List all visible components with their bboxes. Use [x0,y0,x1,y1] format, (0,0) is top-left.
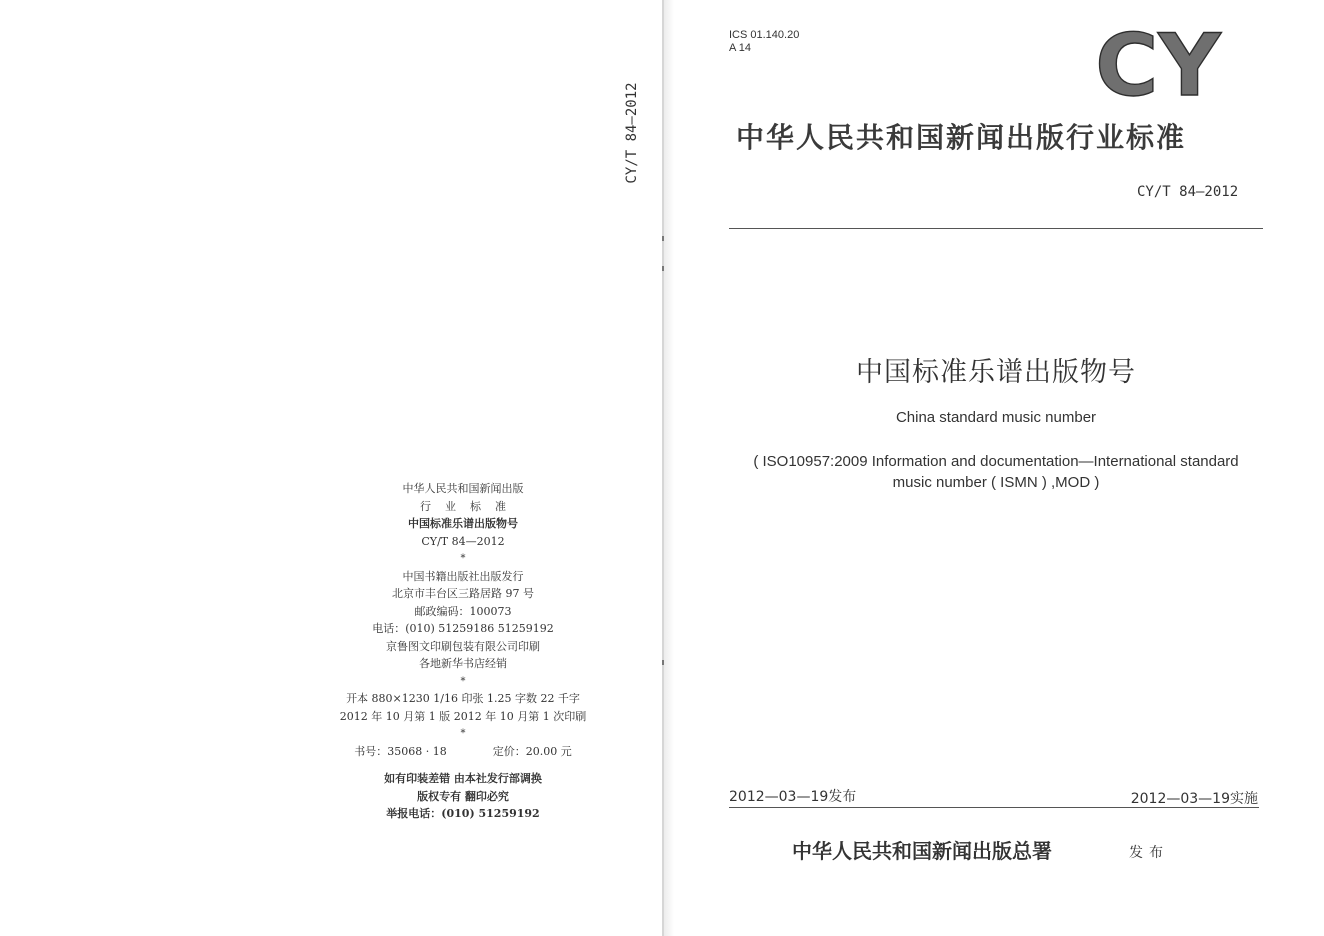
fold-mark [662,236,664,241]
colophon-phone: 电话：(010) 51259186 51259192 [372,622,554,635]
colophon-separator: * [460,728,466,739]
issuing-authority: 中华人民共和国新闻出版总署 [792,839,1052,863]
publish-date: 2012—03—19发布 [729,789,857,805]
standard-title-en: China standard music number [895,409,1097,426]
iso-reference [729,451,1263,493]
colophon-copyright: 版权专有 翻印必究 [417,789,509,803]
classification-codes [729,29,799,55]
colophon-separator: * [460,675,466,687]
colophon-printer: 京鲁图文印刷包装有限公司印刷 [386,639,540,653]
colophon-book-number: 书号：35068 · 18 [354,744,447,758]
page-fold-shadow [664,0,674,936]
iso-reference-line-2: music number ( ISMN ) ,MOD ) [892,474,1100,491]
colophon-seller: 各地新华书店经销 [419,657,507,670]
fold-mark [662,266,664,271]
effective-date: 2012—03—19实施 [1130,791,1258,807]
colophon-format: 开本 880×1230 1/16 印张 1.25 字数 22 千字 [346,692,580,705]
spine [618,78,646,188]
iso-reference-line-1: ( ISO10957:2009 Information and documentation—International standard [753,453,1239,470]
colophon-book-price [300,743,626,761]
colophon-publisher-line: 中华人民共和国新闻出版 [402,482,524,495]
colophon-notice: 如有印装差错 由本社发行部调换 [384,772,542,785]
logo-text: CY [1095,25,1221,101]
standard-code: CY/T 84—2012 [1137,184,1239,200]
class-code: A 14 [729,42,752,54]
ics-code: ICS 01.140.20 [729,29,800,41]
standard-title-cn: 中国标准乐谱出版物号 [856,357,1136,388]
colophon [300,480,626,823]
colophon-postcode: 邮政编码：100073 [414,604,512,618]
colophon-code: CY/T 84—2012 [421,534,505,548]
colophon-separator: * [460,553,466,564]
header-rule [729,228,1263,229]
issue-verb: 发布 [1129,845,1169,861]
cy-logo [1088,25,1228,101]
footer-rule [729,807,1259,808]
standard-body-title: 中华人民共和国新闻出版行业标准 [736,121,1187,154]
colophon-address: 北京市丰台区三路居路 97 号 [392,587,534,600]
colophon-category: 行业标准 [420,499,520,513]
colophon-edition: 2012 年 10 月第 1 版 2012 年 10 月第 1 次印刷 [339,709,587,723]
colophon-price: 定价：20.00 元 [492,744,572,758]
colophon-distributor: 中国书籍出版社出版发行 [402,569,524,583]
colophon-title: 中国标准乐谱出版物号 [408,517,518,530]
spine-code: CY/T 84—2012 [624,82,640,184]
colophon-report-phone: 举报电话：(010) 51259192 [386,807,540,820]
fold-mark [662,660,664,665]
